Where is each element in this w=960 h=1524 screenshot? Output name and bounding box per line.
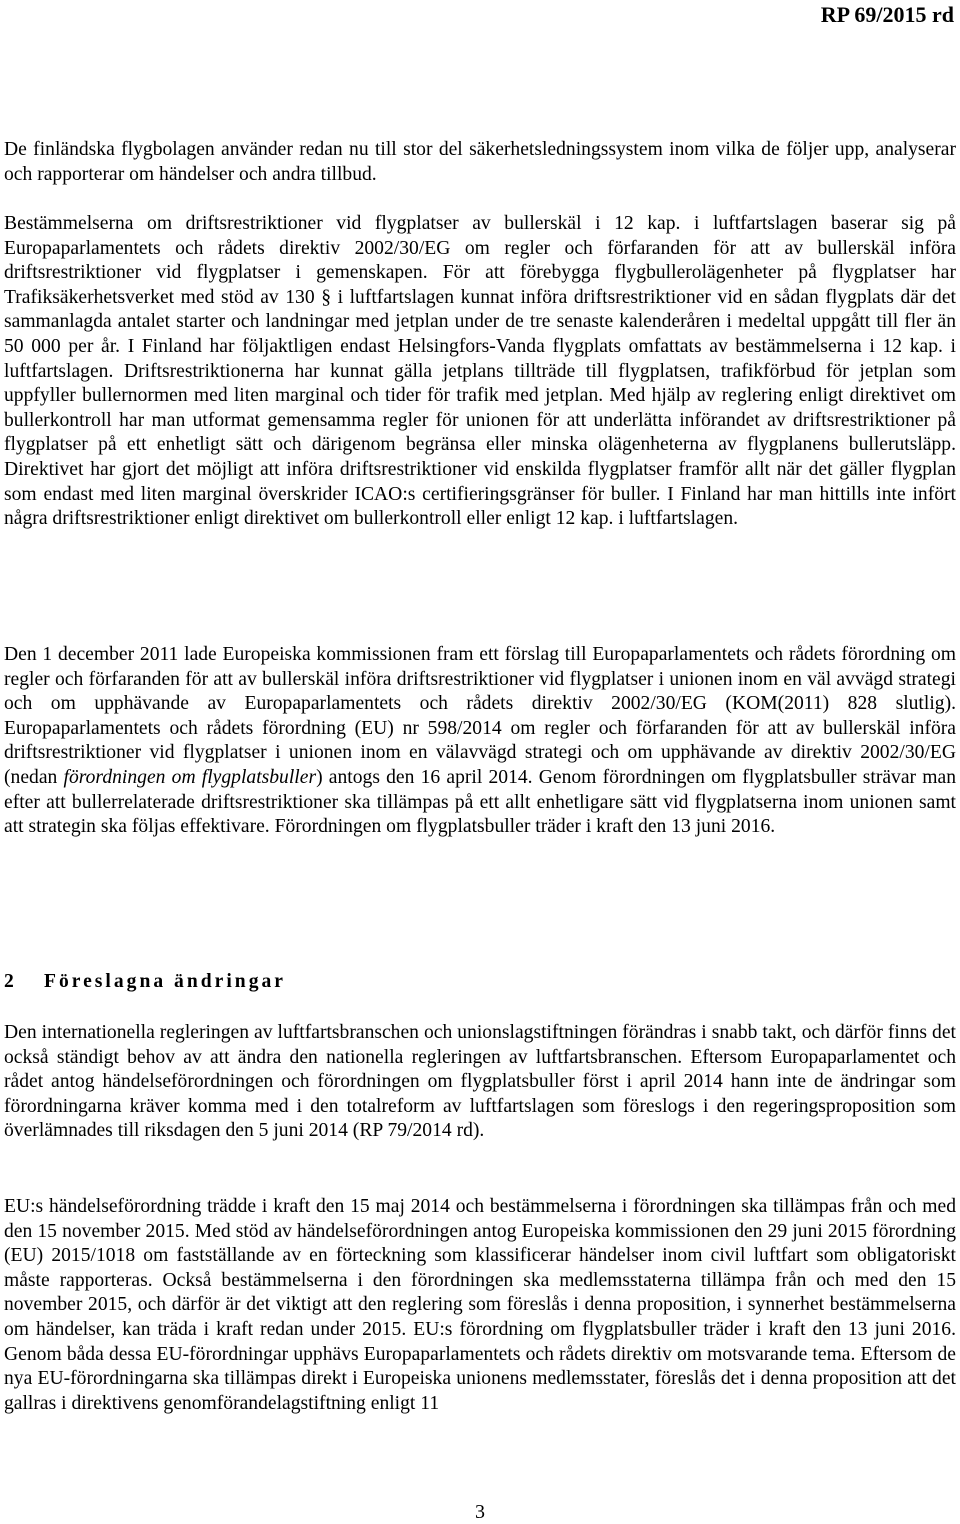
section-heading	[4, 969, 286, 995]
paragraph-international-regulation: Den internationella regleringen av luftfartsbranschen och unionslagstiftningen förändras i snabb takt, och därför finns det också ständigt behov av att ändra den nationella regleringen av luftfartsbranschen. Eftersom Europaparlamentet och rådet antog händelseförordningen och förordningen om flygplatsbuller först i april 2014 hann inte de ändringar som förordningarna kräver komma med i den totalreform av luftfartslagen som föreslogs i den regeringsproposition som överlämnades till riksdagen den 5 juni 2014 (RP 79/2014 rd).	[4, 1022, 956, 1142]
paragraph-commission-proposal-part2: ) antogs den 16 april 2014. Genom förordningen om flygplatsbuller strävar man efter att bullerrelaterade driftsrestriktioner ska tillämpas på ett allt enhetligare sätt vid flygplatserna inom unionen samt att strategin ska följas effektivare. Förordningen om flygplatsbuller träder i kraft den 13 juni 2016.	[4, 766, 956, 838]
paragraph-commission-proposal-part1: Den 1 december 2011 lade Europeiska kommissionen fram ett förslag till Europaparlamentets och rådets förordning om regler och förfaranden för att av bullerskäl införa driftsrestriktioner vid flygplatser i unionen inom en väl avvägd strategi och om upphävande av Europaparlamentets och rådets direktiv 2002/30/EG (KOM(2011) 828 slutlig). Europaparlamentets och rådets förordning (EU) nr 598/2014 om regler och förfaranden för att av bullerskäl införa driftsrestriktioner vid flygplatser i unionen inom en välavvägd strategi och om upphävande av direktiv 2002/30/EG (nedan	[4, 644, 956, 788]
paragraph-commission-proposal	[4, 643, 956, 840]
document-id-header: RP 69/2015 rd	[820, 2, 954, 27]
paragraph-noise-restrictions: Bestämmelserna om driftsrestriktioner vid flygplatser av bullerskäl i 12 kap. i luftfartslagen baserar sig på Europaparlamentets och rådets direktiv 2002/30/EG om regler och förfaranden för att av bullerskäl införa driftsrestriktioner vid flygplatser i gemenskapen. För att förebygga flygbullerolägenheter på flygplatser har Trafiksäkerhetsverket med stöd av 130 § i luftfartslagen kunnat införa driftsrestriktioner vid en sådan flygplats där det sammanlagda antalet starter och landningar med jetplan under de tre senaste kalenderåren i medeltal uppgått till fler än 50 000 per år. I Finland har följaktligen endast Helsingfors-Vanda flygplats omfattats av bestämmelserna i 12 kap. i luftfartslagen. Driftsrestriktionerna har kunnat gälla jetplans tillträde till flygplatsen, trafikförbud för jetplan som uppfyller bullernormen med liten marginal och tider för trafik med jetplan. Med hjälp av reglering enligt direktivet om bullerkontroll har man utformat gemensamma regler för unionen för att underlätta införandet av driftsrestriktioner på flygplatser på ett enhetligt sätt och därigenom begränsa eller minska olägenheterna av flygplanens bullerutsläpp. Direktivet har gjort det möjligt att införa driftsrestriktioner vid enskilda flygplatser framför allt när det gäller flygplan som endast med liten marginal överskrider ICAO:s certifieringsgränser för buller. I Finland har man hittills inte infört några driftsrestriktioner enligt direktivet om bullerkontroll eller enligt 12 kap. i luftfartslagen.	[4, 213, 956, 530]
italic-term-airport-noise-regulation: förordningen om flygplatsbuller	[63, 766, 317, 788]
section-number: 2	[4, 971, 14, 992]
paragraph-safety-management: De finländska flygbolagen använder redan nu till stor del säkerhetsledningssystem inom vilka de följer upp, analyserar och rapporterar om händelser och andra tillbud.	[4, 139, 956, 185]
paragraph-occurrence-regulation: EU:s händelseförordning trädde i kraft den 15 maj 2014 och bestämmelserna i förordningen ska tillämpas från och med den 15 november 2015. Med stöd av händelseförordningen antog Europeiska kommissionen den 29 juni 2015 förordning (EU) 2015/1018 om fastställande av en förteckning som klassificerar händelser inom civil luftfart som obligatoriskt måste rapporteras. Också bestämmelserna i den förordningen ska medlemsstaterna tillämpa från och med den 15 november 2015, och därför är det viktigt att den reglering som föreslås i denna proposition, i synnerhet bestämmelserna om händelser, kan träda i kraft redan under 2015. EU:s förordning om flygplatsbuller träder i kraft den 13 juni 2016. Genom båda dessa EU-förordningar upphävs Europaparlamentets och rådets direktiv om motsvarande tema. Eftersom de nya EU-förordningarna ska tillämpas direkt i Europeiska unionens medlemsstater, föreslås det i denna proposition att det gallras i direktivens genomförandelagstiftning enligt 11	[4, 1196, 956, 1414]
page-number: 3	[475, 1501, 485, 1523]
section-title: Föreslagna ändringar	[44, 971, 286, 992]
